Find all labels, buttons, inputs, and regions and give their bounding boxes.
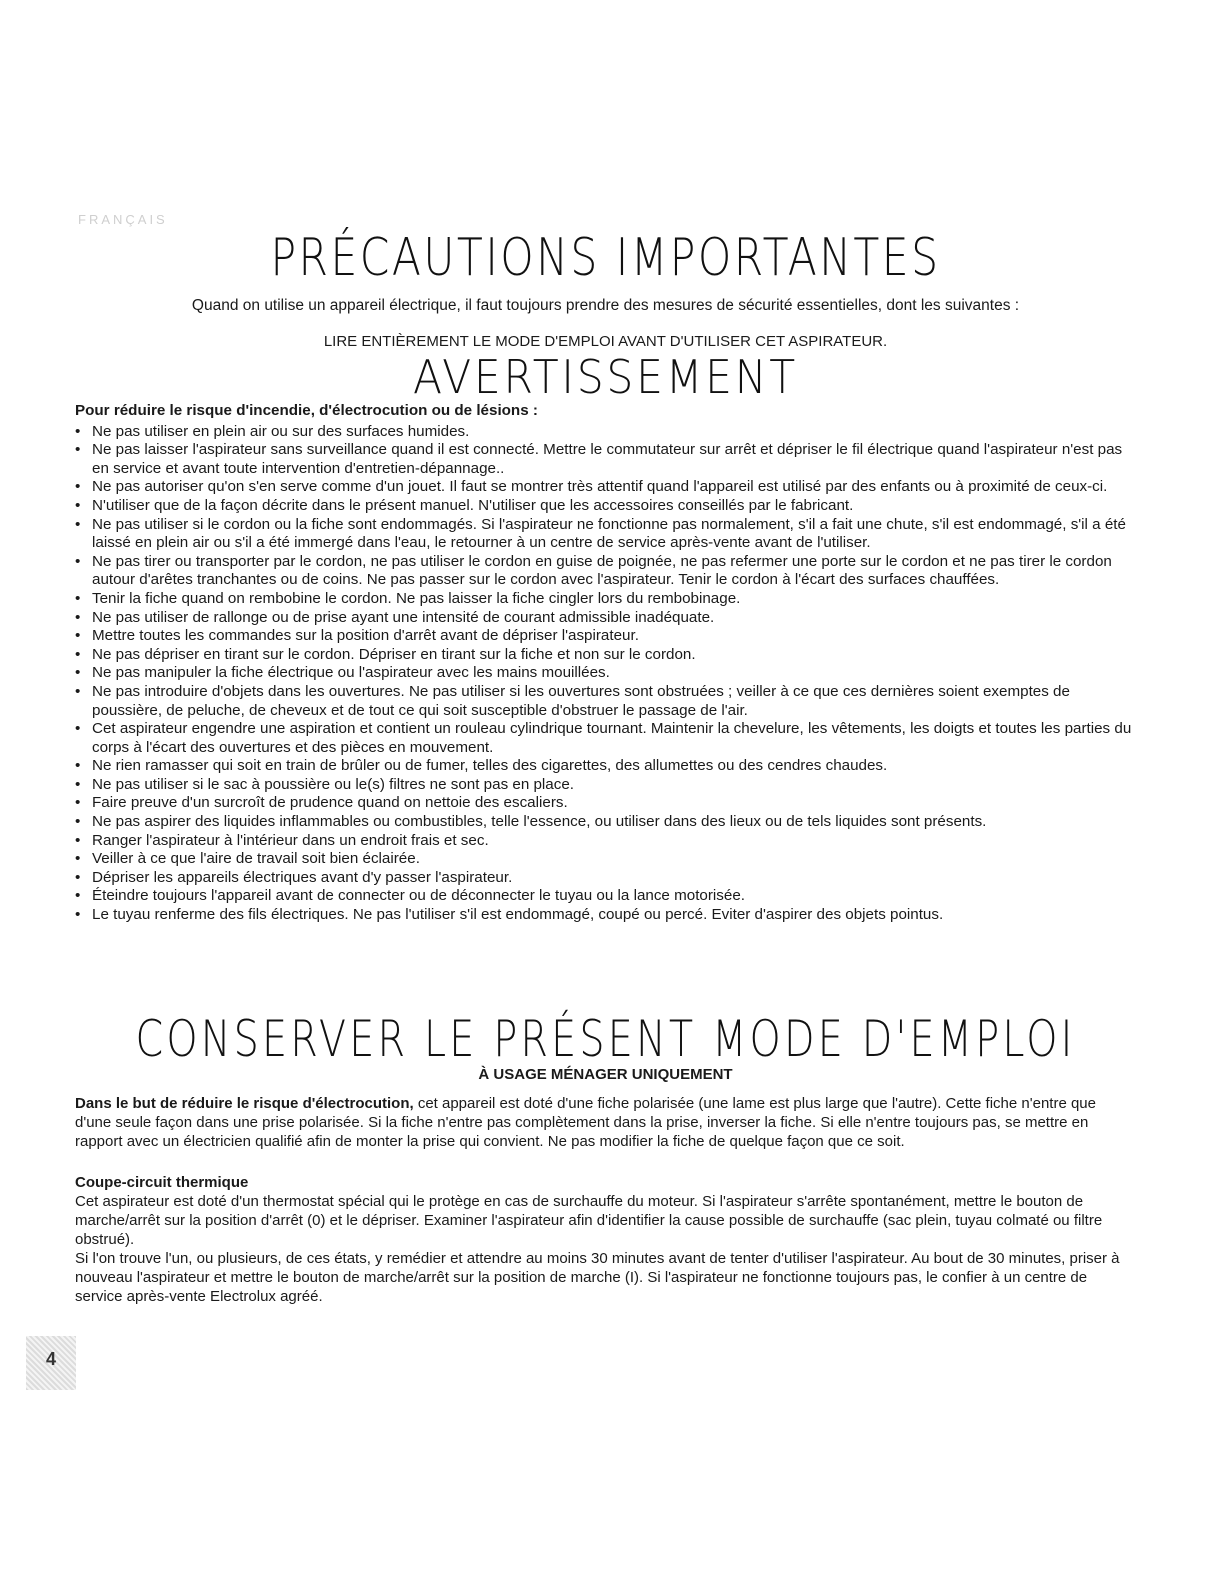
list-item: • Ne pas aspirer des liquides inflammables ou combustibles, telle l'essence, ou utiliser dans des lieux ou de tels liquides sont présents. [75, 813, 1135, 832]
thermal-cutoff-section [75, 1173, 1135, 1306]
list-item: • Veiller à ce que l'aire de travail soit bien éclairée. [75, 850, 1135, 869]
list-item: • Ne pas utiliser de rallonge ou de prise ayant une intensité de courant admissible inadéquate. [75, 609, 1135, 628]
warning-list [75, 423, 1135, 925]
polarized-lead: Dans le but de réduire le risque d'électrocution, [75, 1095, 414, 1112]
list-item: • Ne pas utiliser si le sac à poussière ou le(s) filtres ne sont pas en place. [75, 776, 1135, 795]
list-item: • Ne pas utiliser en plein air ou sur des surfaces humides. [75, 423, 1135, 442]
list-item: • Le tuyau renferme des fils électriques. Ne pas l'utiliser s'il est endommagé, coupé ou percé. Eviter d'aspirer des objets pointus. [75, 906, 1135, 925]
list-item: • Ne pas tirer ou transporter par le cordon, ne pas utiliser le cordon en guise de poignée, ne pas refermer une porte sur le cordon et ne pas tirer le cordon autour d'arêtes tranchantes ou de coins. Ne pas passer sur le cordon avec l'aspirateur. Tenir le cordon à l'écart des surfaces chauffées. [75, 553, 1135, 590]
page-number: 4 [26, 1336, 76, 1390]
list-item: • Ne pas introduire d'objets dans les ouvertures. Ne pas utiliser si les ouvertures sont obstruées ; veiller à ce que ces dernières soient exemptes de poussière, de peluche, de cheveux et de tout ce qui soit susceptible d'obstruer le passage de l'air. [75, 683, 1135, 720]
page-title: PRÉCAUTIONS IMPORTANTES [270, 228, 941, 288]
list-item: • Faire preuve d'un surcroît de prudence quand on nettoie des escaliers. [75, 794, 1135, 813]
list-item: • Ranger l'aspirateur à l'intérieur dans un endroit frais et sec. [75, 832, 1135, 851]
thermal-paragraph-2: Si l'on trouve l'un, ou plusieurs, de ces états, y remédier et attendre au moins 30 minutes avant de tenter d'utiliser l'aspirateur. Au bout de 30 minutes, priser à nouveau l'aspirateur et mettre le bouton de marche/arrêt sur la position de marche (I). Si l'aspirateur ne fonctionne toujours pas, le confier à un centre de service après-vente Electrolux agréé. [75, 1250, 1120, 1305]
list-item: • Cet aspirateur engendre une aspiration et contient un rouleau cylindrique tournant. Maintenir la chevelure, les vêtements, les doigts et toutes les parties du corps à l'écart des ouvertures et des pièces en mouvement. [75, 720, 1135, 757]
warning-heading: AVERTISSEMENT [413, 350, 799, 404]
list-item: • Éteindre toujours l'appareil avant de connecter ou de déconnecter le tuyau ou la lance motorisée. [75, 887, 1135, 906]
warning-section [75, 402, 1135, 925]
polarized-text: cet appareil est doté d'une fiche polarisée (une lame est plus large que l'autre). Cette fiche n'entre que d'une seule façon dans une prise polarisée. Si la fiche n'entre pas complètement dans la prise, inverser la fiche. Si elle n'entre toujours pas, se mettre en rapport avec un électricien qualifié afin de monter la prise qui convient. Ne pas modifier la fiche de quelque façon que ce soit. [75, 1095, 1096, 1150]
list-item: • Ne pas autoriser qu'on s'en serve comme d'un jouet. Il faut se montrer très attentif quand l'appareil est utilisé par des enfants ou à proximité de ceux-ci. [75, 478, 1135, 497]
list-item: • Tenir la fiche quand on rembobine le cordon. Ne pas laisser la fiche cingler lors du rembobinage. [75, 590, 1135, 609]
household-only-label: À USAGE MÉNAGER UNIQUEMENT [478, 1066, 733, 1083]
list-item: • Ne pas utiliser si le cordon ou la fiche sont endommagés. Si l'aspirateur ne fonctionne pas normalement, s'il a fait une chute, s'il est endommagé, s'il a été laissé en plein air ou s'il a été immergé dans l'eau, le retourner à un centre de service après-vente avant de l'utiliser. [75, 516, 1135, 553]
warning-intro: Pour réduire le risque d'incendie, d'électrocution ou de lésions : [75, 402, 538, 419]
language-tag: FRANÇAIS [78, 212, 168, 227]
list-item: • Ne rien ramasser qui soit en train de brûler ou de fumer, telles des cigarettes, des allumettes ou des cendres chaudes. [75, 757, 1135, 776]
list-item: • Ne pas manipuler la fiche électrique ou l'aspirateur avec les mains mouillées. [75, 664, 1135, 683]
read-notice: LIRE ENTIÈREMENT LE MODE D'EMPLOI AVANT D'UTILISER CET ASPIRATEUR. [323, 333, 888, 350]
list-item: • Mettre toutes les commandes sur la position d'arrêt avant de dépriser l'aspirateur. [75, 627, 1135, 646]
list-item: • Dépriser les appareils électriques avant d'y passer l'aspirateur. [75, 869, 1135, 888]
list-item: • N'utiliser que de la façon décrite dans le présent manuel. N'utiliser que les accessoires conseillés par le fabricant. [75, 497, 1135, 516]
thermal-heading: Coupe-circuit thermique [75, 1174, 249, 1191]
list-item: • Ne pas dépriser en tirant sur le cordon. Dépriser en tirant sur la fiche et non sur le cordon. [75, 646, 1135, 665]
keep-instructions-heading: CONSERVER LE PRÉSENT MODE D'EMPLOI [135, 1010, 1076, 1068]
thermal-paragraph-1: Cet aspirateur est doté d'un thermostat spécial qui le protège en cas de surchauffe du moteur. Si l'aspirateur s'arrête spontanément, mettre le bouton de marche/arrêt sur la position d'arrêt (0) et le dépriser. Examiner l'aspirateur afin d'identifier la cause possible de surchauffe (sac plein, tuyau colmaté ou filtre obstrué). [75, 1193, 1103, 1248]
intro-text: Quand on utilise un appareil électrique, il faut toujours prendre des mesures de sécurité essentielles, dont les suivantes : [191, 297, 1020, 314]
polarized-plug-paragraph [75, 1094, 1135, 1151]
list-item: • Ne pas laisser l'aspirateur sans surveillance quand il est connecté. Mettre le commutateur sur arrêt et dépriser le fil électrique quand l'aspirateur n'est pas en service et avant toute intervention d'entretien-dépannage.. [75, 441, 1135, 478]
